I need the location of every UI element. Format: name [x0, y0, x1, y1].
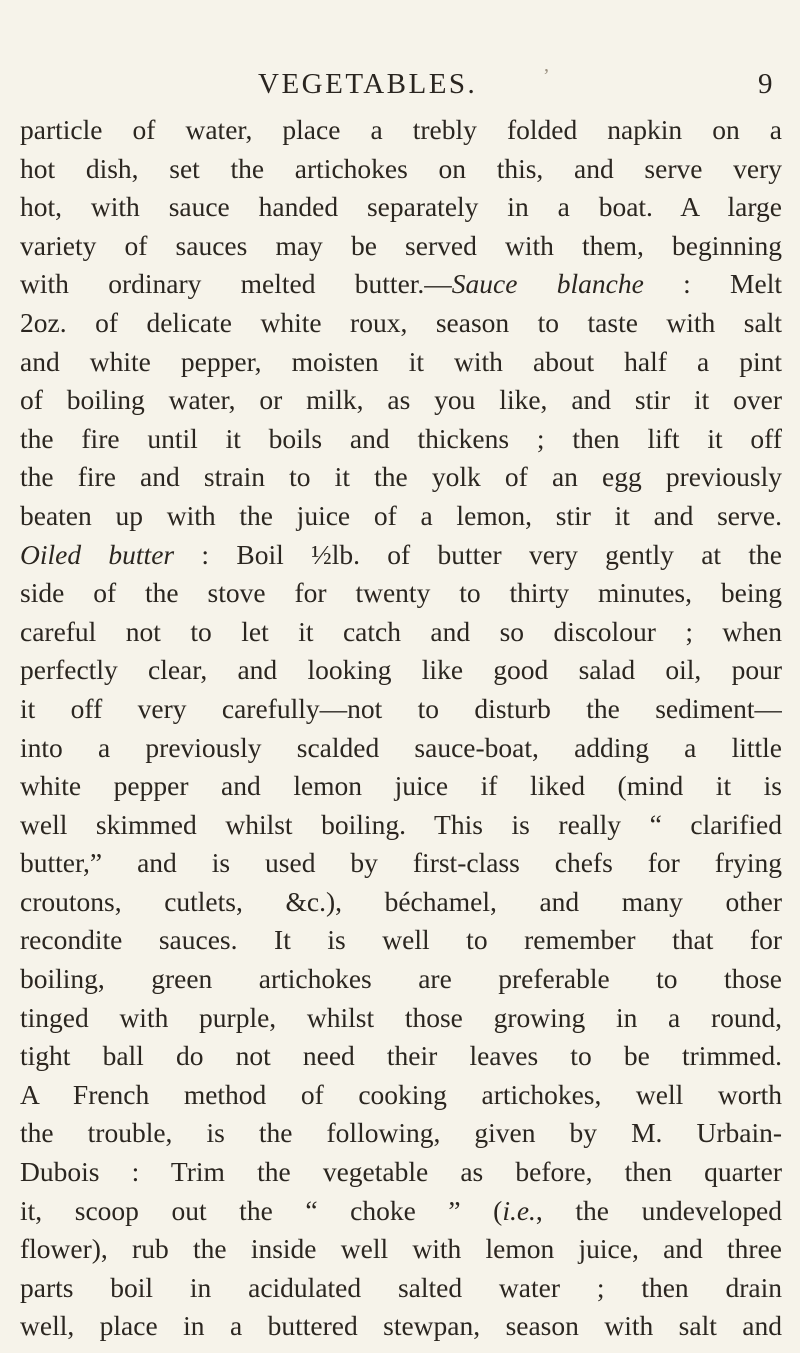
text-line: variety of sauces may be served with them, beginning	[20, 229, 782, 261]
running-head-title: VEGETABLES.	[258, 68, 478, 100]
text-line: it, scoop out the “ choke ” (i.e., the undeveloped	[20, 1195, 782, 1226]
text-line: and white pepper, moisten it with about half a pint	[20, 345, 782, 377]
text-line: recondite sauces. It is well to remember that for	[20, 924, 782, 956]
text-line: tinged with purple, whilst those growing in a round,	[20, 1001, 782, 1033]
text-line: well, place in a buttered stewpan, season with salt and	[20, 1310, 782, 1342]
text-line: careful not to let it catch and so discolour ; when	[20, 615, 782, 647]
text-line: 2oz. of delicate white roux, season to taste with salt	[20, 306, 782, 338]
page-number: 9	[758, 68, 773, 100]
text-line: hot, with sauce handed separately in a boat. A large	[20, 191, 782, 223]
text-line: well skimmed whilst boiling. This is really “ clarified	[20, 808, 782, 840]
text-line: with ordinary melted butter.—Sauce blanche : Melt	[20, 268, 782, 300]
printer-mark: ’	[543, 65, 550, 87]
text-line: it off very carefully—not to disturb the sediment—	[20, 692, 782, 724]
text-line: into a previously scalded sauce-boat, adding a little	[20, 731, 782, 763]
text-line: croutons, cutlets, &c.), béchamel, and many other	[20, 885, 782, 917]
text-line: boiling, green artichokes are preferable to those	[20, 963, 782, 995]
text-line: parts boil in acidulated salted water ; then drain	[20, 1271, 782, 1303]
text-line: of boiling water, or milk, as you like, and stir it over	[20, 384, 782, 416]
text-line: hot dish, set the artichokes on this, and serve very	[20, 152, 782, 184]
text-line: the fire and strain to it the yolk of an egg previously	[20, 461, 782, 493]
text-line: Oiled butter : Boil ½lb. of butter very gently at the	[20, 538, 782, 570]
text-line: the trouble, is the following, given by M. Urbain-	[20, 1117, 782, 1149]
text-line: butter,” and is used by first-class chefs for frying	[20, 847, 782, 879]
text-line: particle of water, place a trebly folded napkin on a	[20, 114, 782, 145]
text-line: perfectly clear, and looking like good salad oil, pour	[20, 654, 782, 686]
text-line: flower), rub the inside well with lemon juice, and three	[20, 1233, 782, 1265]
text-line: A French method of cooking artichokes, well worth	[20, 1078, 782, 1110]
text-line: white pepper and lemon juice if liked (mind it is	[20, 770, 782, 802]
text-line: Dubois : Trim the vegetable as before, then quarter	[20, 1156, 782, 1188]
running-head	[0, 66, 800, 106]
text-line: the fire until it boils and thickens ; then lift it off	[20, 422, 782, 454]
italic-heading-oiled-butter: Oiled butter	[20, 538, 175, 570]
italic-abbrev-ie: i.e.	[502, 1195, 536, 1226]
text-line: beaten up with the juice of a lemon, stir it and serve.	[20, 499, 782, 531]
text-line: tight ball do not need their leaves to be trimmed.	[20, 1040, 782, 1072]
body-text	[20, 111, 782, 1346]
italic-heading-sauce-blanche: Sauce blanche	[451, 268, 644, 300]
text-line: side of the stove for twenty to thirty minutes, being	[20, 577, 782, 609]
